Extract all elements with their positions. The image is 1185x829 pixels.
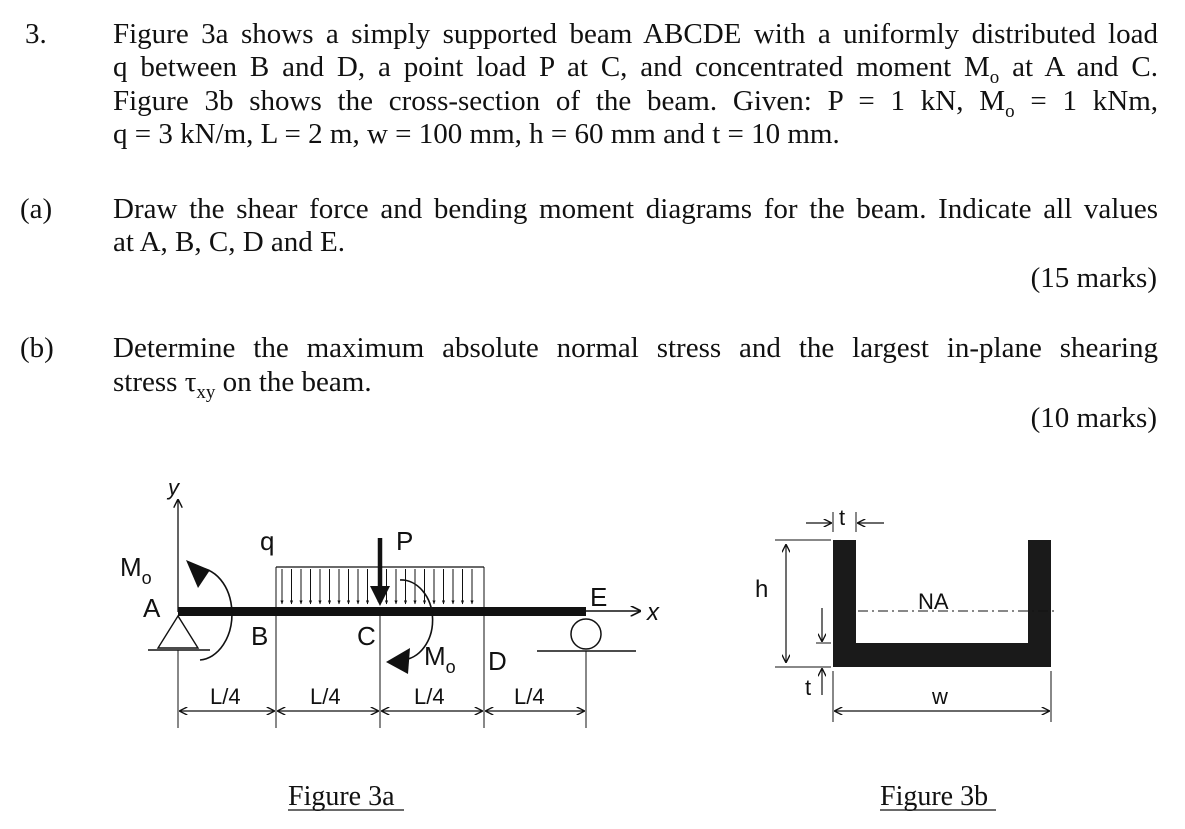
t-bottom-label: t xyxy=(805,675,812,700)
part-b-marks: (10 marks) xyxy=(1030,402,1157,434)
moment-c-label: $M_o$ xyxy=(424,641,456,677)
t-top-label: t xyxy=(839,505,846,530)
point-c-label: C xyxy=(357,621,376,651)
part-a-label: (a) xyxy=(20,193,53,225)
figure-3a xyxy=(120,475,660,812)
intro-line-3: Figure 3b shows the cross-section of the beam. Given: P = 1 kN, $M_o = 1$ kNm, xyxy=(113,85,1159,122)
beam xyxy=(178,607,586,616)
y-axis-label: y xyxy=(168,475,179,500)
part-b-line-1: Determine the maximum absolute normal stress and the largest in-plane shearing xyxy=(113,332,1158,364)
roller-support-e xyxy=(537,619,636,651)
dim-label-de: L/4 xyxy=(514,684,545,709)
part-a-line-1: Draw the shear force and bending moment diagrams for the beam. Indicate all values xyxy=(113,193,1158,225)
part-a-line-2: at A, B, C, D and E. xyxy=(113,226,345,258)
figure-3a-caption: Figure 3a xyxy=(288,781,395,812)
neutral-axis-label: NA xyxy=(918,589,949,614)
load-q-label: q xyxy=(260,526,275,556)
question-number: 3. xyxy=(25,18,47,50)
x-axis-label: x xyxy=(647,599,659,626)
dim-label-ab: L/4 xyxy=(210,684,241,709)
part-a-marks: (15 marks) xyxy=(1030,262,1157,294)
intro-line-4: q = 3 kN/m, L = 2 m, w = 100 mm, h = 60 mm and t = 10 mm. xyxy=(113,118,840,150)
w-label: w xyxy=(932,684,948,709)
point-b-label: B xyxy=(251,621,269,651)
part-b-label: (b) xyxy=(20,332,54,364)
figure-3b xyxy=(755,505,1056,812)
load-p-label: P xyxy=(396,526,414,556)
moment-a-arrowhead xyxy=(186,560,210,588)
point-e-label: E xyxy=(590,582,608,612)
moment-a-label: $M_o$ xyxy=(120,552,152,588)
point-d-label: D xyxy=(488,646,507,676)
dim-label-bc: L/4 xyxy=(310,684,341,709)
part-b-line-2: stress $\tau_{xy}$ on the beam. xyxy=(113,366,372,403)
intro-line-1: Figure 3a shows a simply supported beam ABCDE with a uniformly distributed load xyxy=(113,18,1158,50)
point-a-label: A xyxy=(143,593,161,623)
moment-c-arrowhead xyxy=(386,648,410,674)
dim-label-cd: L/4 xyxy=(414,684,445,709)
h-label: h xyxy=(755,576,769,603)
figure-3b-caption: Figure 3b xyxy=(880,781,989,812)
intro-line-2: q between B and D, a point load P at C, and concentrated moment $M_o$ at A and C. xyxy=(113,51,1158,88)
